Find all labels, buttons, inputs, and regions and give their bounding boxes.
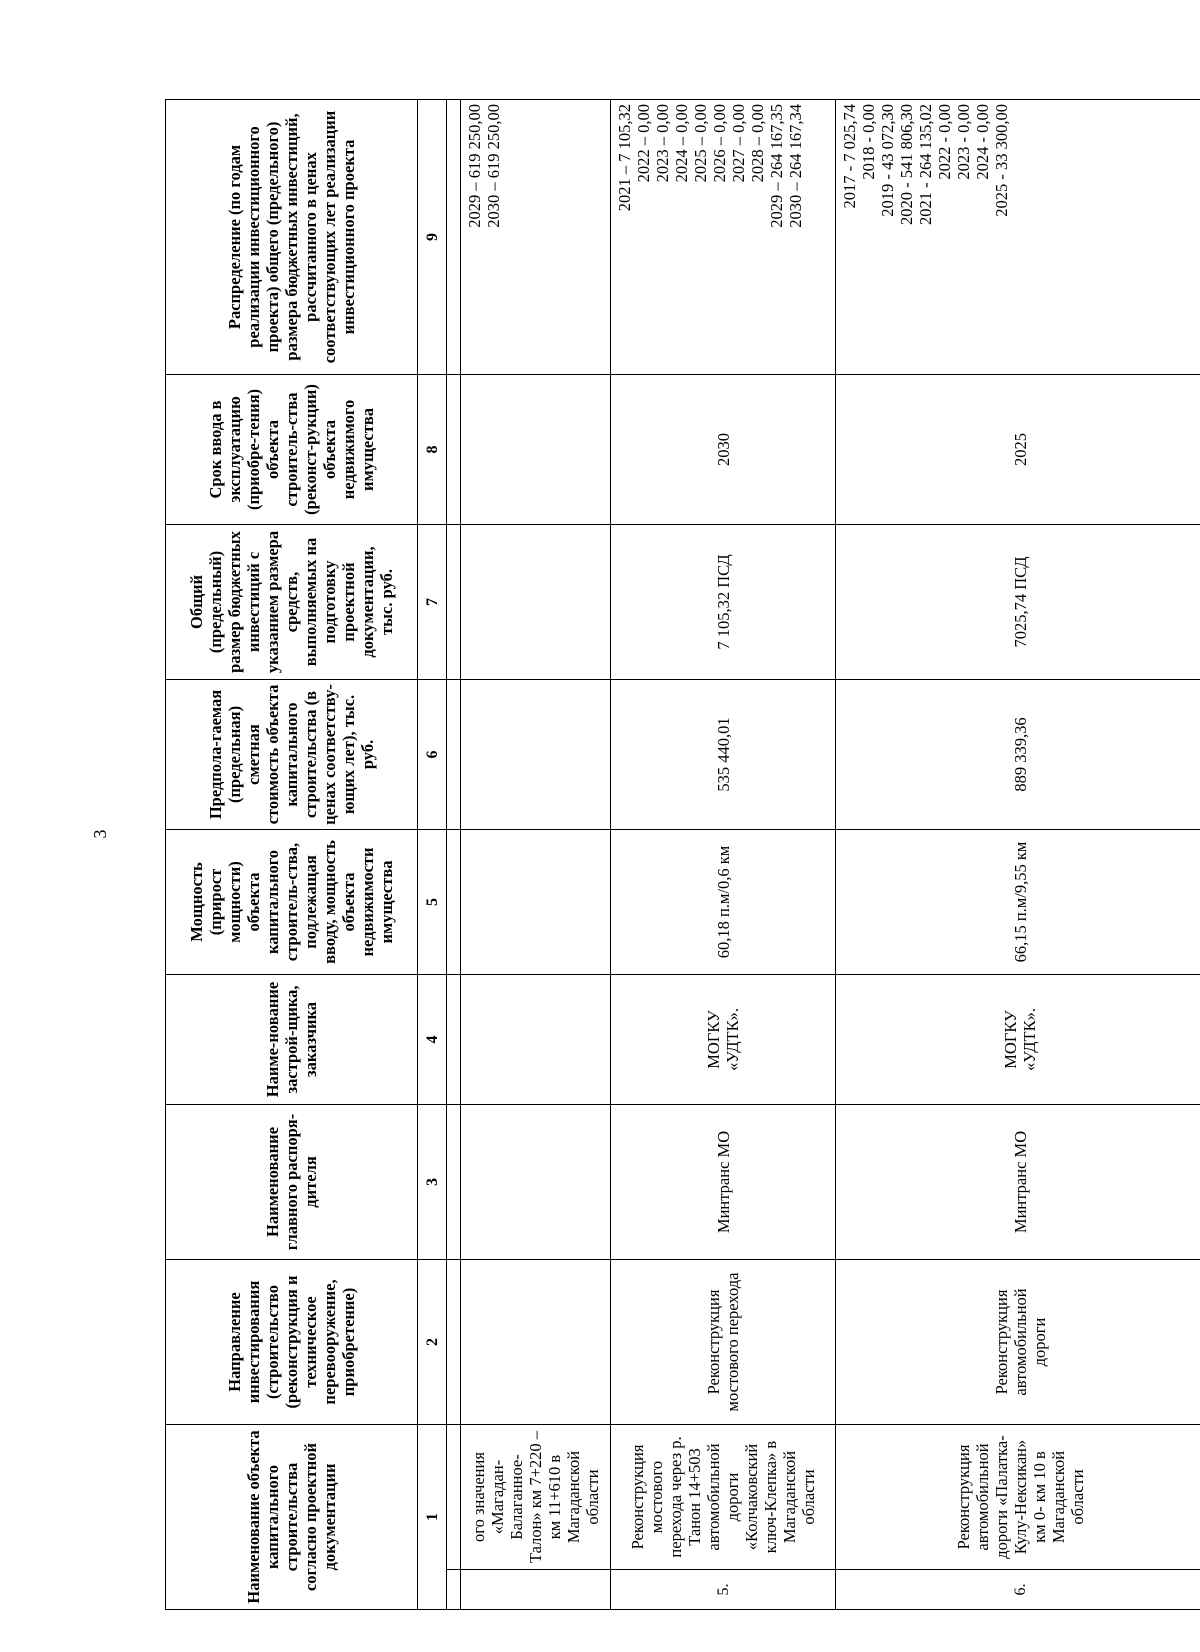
table-row [836,99,1200,1609]
header-cell-distribution: Распределение (по годам реализации инвестиционного проекта) общего (предельного) размера бюджетных инвестиций, рассчитанного в ценах соответствующих лет реализации инвестиционного проекта [166,99,418,374]
header-cell-investment: Общий (предельный) размер бюджетных инвестиций с указанием размера средств, выполняемых на подготовку проектной документации, тыс. руб. [166,524,418,679]
header-cell-cost: Предпола-гаемая (предельная) сметная стоимость объекта капитального строительства (в ценах соответству-ющих лет), тыс. руб. [166,679,418,829]
distribution-line: 2030 – 264 167,34 [786,103,805,228]
object-name: Реконструкция мостового перехода через р. Танон 14+503 автомобильной дороги «Колчаковский ключ-Клепка» в Магаданской области [611,1424,836,1569]
object-name: Реконструкция автомобильной дороги «Палатка-Кулу-Нексикан» км 0- км 10 в Магаданской области [836,1424,1200,1569]
commissioning-term [461,374,611,524]
distribution-line: 2022 – 0,00 [634,103,653,183]
distribution-line: 2024 - 0,00 [973,103,992,180]
investment-total: 7 105,32 ПСД [611,524,836,679]
customer: МОГКУ «УДТК». [836,974,1200,1104]
distribution-line: 2023 - 0,00 [954,103,973,180]
distribution-line: 2025 - 33 300,00 [992,103,1011,217]
investment-total: 7025,74 ПСД [836,524,1200,679]
table-row [611,99,836,1609]
column-number: 6 [418,679,447,829]
distribution-line: 2026 – 0,00 [710,103,729,183]
spacer-row [447,99,461,1609]
commissioning-term: 2025 [836,374,1200,524]
estimated-cost: 889 339,36 [836,679,1200,829]
capacity: 66,15 п.м/9,55 км [836,829,1200,974]
estimated-cost [461,679,611,829]
distribution-by-year [611,99,836,374]
header-cell-capacity: Мощность (прирост мощности) объекта капитального строитель-ства, подлежащая вводу, мощность объекта недвижимости имущества [166,829,418,974]
object-name: ого значения «Магадан-Балаганное-Талон» км 7+220 – км 11+610 в Магаданской области [461,1424,611,1569]
distribution-line: 2022 - 0,00 [935,103,954,180]
chief-manager: Минтранс МО [836,1104,1200,1259]
distribution-line: 2017 - 7 025,74 [840,103,859,209]
distribution-line: 2018 - 0,00 [859,103,878,180]
header-cell-name: Наименование объекта капитального строительства согласно проектной документации [166,1424,418,1609]
distribution-line: 2028 – 0,00 [748,103,767,183]
column-number-row [418,99,447,1609]
investment-table [165,99,1200,1610]
row-index: 6. [836,1570,1200,1610]
distribution-line: 2030 – 619 250,00 [484,103,503,228]
capacity [461,829,611,974]
distribution-line: 2027 – 0,00 [729,103,748,183]
column-number: 3 [418,1104,447,1259]
distribution-line: 2020 - 541 806,30 [897,103,916,225]
header-cell-term: Срок ввода в эксплуатацию (приобре-тения) объекта строитель-ства (реконст-рукции) объекта недвижимого имущества [166,374,418,524]
row-index [461,1570,611,1610]
investment-direction: Реконструкция мостового перехода [611,1259,836,1424]
header-cell-direction: Направление инвестирования (строительство (реконструкция и техническое перевооружение, приобретение) [166,1259,418,1424]
distribution-by-year [836,99,1200,374]
customer: МОГКУ «УДТК». [611,974,836,1104]
column-number: 8 [418,374,447,524]
row-index: 5. [611,1570,836,1610]
distribution-by-year [461,99,611,374]
column-number: 4 [418,974,447,1104]
distribution-line: 2023 – 0,00 [653,103,672,183]
column-number: 5 [418,829,447,974]
distribution-line: 2025 – 0,00 [691,103,710,183]
distribution-line: 2021 – 7 105,32 [615,103,634,212]
header-row [166,99,418,1609]
chief-manager: Минтранс МО [611,1104,836,1259]
column-number: 9 [418,99,447,374]
rotated-page [165,100,1200,1610]
estimated-cost: 535 440,01 [611,679,836,829]
investment-total [461,524,611,679]
distribution-line: 2021 - 264 135,02 [916,103,935,225]
column-number: 7 [418,524,447,679]
page-number: 3 [90,829,110,839]
commissioning-term: 2030 [611,374,836,524]
distribution-line: 2029 – 264 167,35 [767,103,786,228]
distribution-line: 2024 – 0,00 [672,103,691,183]
column-number: 2 [418,1259,447,1424]
chief-manager [461,1104,611,1259]
header-cell-customer: Наиме-нование застрой-щика, заказчика [166,974,418,1104]
customer [461,974,611,1104]
header-cell-manager: Наименование главного распоря-дителя [166,1104,418,1259]
distribution-line: 2029 – 619 250,00 [465,103,484,228]
capacity: 60,18 п.м/0,6 км [611,829,836,974]
investment-direction [461,1259,611,1424]
investment-direction: Реконструкция автомобильной дороги [836,1259,1200,1424]
table-row [461,99,611,1609]
column-number: 1 [418,1424,447,1609]
distribution-line: 2019 - 43 072,30 [878,103,897,217]
